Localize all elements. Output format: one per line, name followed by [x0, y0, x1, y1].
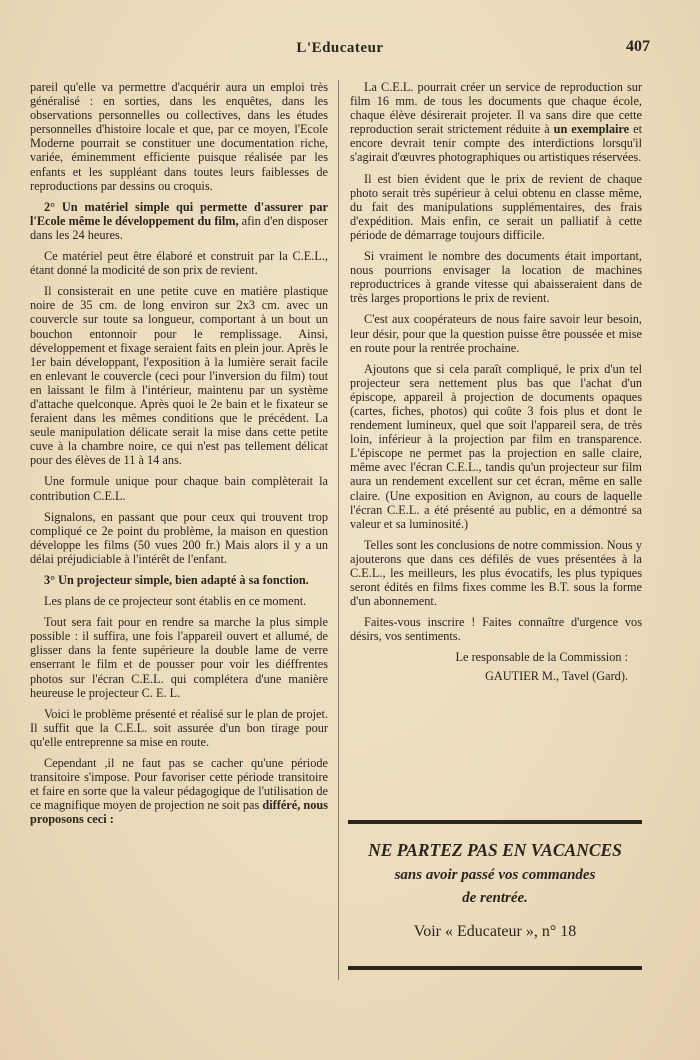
paragraph	[30, 284, 328, 467]
page-number: 407	[626, 38, 650, 55]
paragraph	[30, 249, 328, 277]
paragraph-text: Une formule unique pour chaque bain complèterait la contribution C.E.L.	[30, 474, 328, 503]
paragraph-text: La C.E.L. pourrait créer un service de reproduction sur film 16 mm. de tous les documents que chaque école, chaque élève désirerait projeter. Il va sans dire que cette reproduction serait strictement réduite à	[350, 80, 642, 137]
notice-reference: Voir « Educateur », n° 18	[413, 923, 577, 940]
paragraph	[30, 80, 328, 193]
paragraph-heading: 2° Un matériel simple qui permette d'assurer par l'Ecole même le développement du film,	[30, 199, 328, 228]
notice-headline: NE PARTEZ PAS EN VACANCES	[368, 840, 622, 860]
paragraph-text: Signalons, en passant que pour ceux qui trouvent trop compliqué ce 2e point du problème, la maison en question développe les films (50 vues 200 fr.) Mais alors il y a un délai préjudiciable à l'intérêt de l'enfant.	[30, 509, 328, 566]
paragraph	[30, 707, 328, 749]
paragraph-text: Il consisterait en une petite cuve en matière plastique noire de 35 cm. de long environ sur 2x3 cm. avec un couvercle sur toute sa longueur, comportant à un bout un bouchon entonnoir pour le remplissage. Ainsi, développement et fixage seraient faits en plein jour. Après le 1er bain développant, l'exposition à la lumière serait facile en enlevant le couvercle (ceci pour l'inversion du film) tout en laissant le film à l'intérieur, maintenu par un système d'attache quelconque. Après quoi le 2e bain et le fixateur se feraient dans les mêmes conditions que le précédent. La seule manipulation délicate serait la mise dans cette petite cuve à la chambre noire, ce qui n'est pas tellement délicat pour des élèves de 11 à 14 ans.	[30, 284, 328, 468]
paragraph	[30, 594, 328, 608]
paragraph-text: et encore devrait tenir compte des interdictions lorsqu'il s'agirait d'œuvres photographiques ou artistiques réservées.	[350, 122, 643, 165]
paragraph	[30, 573, 328, 587]
paragraph	[350, 249, 642, 305]
paragraph	[350, 538, 642, 608]
paragraph	[30, 510, 328, 566]
notice-line-2: sans avoir passé vos commandes	[394, 867, 596, 883]
notice-top-rule	[348, 820, 642, 824]
paragraph	[350, 615, 642, 643]
notice-line-3: de rentrée.	[462, 890, 528, 906]
emphasis-text: un exemplaire	[553, 122, 630, 137]
paragraph-heading: 3° Un projecteur simple, bien adapté à sa fonction.	[44, 573, 309, 587]
paragraph	[350, 362, 642, 531]
right-column	[350, 80, 642, 683]
paragraph	[30, 756, 328, 826]
paragraph	[30, 474, 328, 502]
paragraph-text: pareil qu'elle va permettre d'acquérir aura un emploi très généralisé : en sorties, dans les enquêtes, dans les observations personnelles ou collectives, dans les études personnelles d'histoire locale et que, par ce moyen, l'Ecole Moderne pourrait se constituer une documentation riche, variée, éminemment efficiente puisque réalisée par les enfants et les suppléant dans toutes leurs faiblesses de reproductions par dessins ou croquis.	[30, 80, 328, 193]
paragraph-text: Voici le problème présenté et réalisé sur le plan de projet. Il suffit que la C.E.L. soit assurée d'un bon tirage pour qu'elle entreprenne sa mise en route.	[30, 706, 328, 749]
paragraph-text: Si vraiment le nombre des documents était important, nous pourrions envisager la location de machines reproductrices à grande vitesse qui abaisseraient dans de très larges proportions le prix de revient.	[350, 249, 642, 306]
paragraph-text: C'est aux coopérateurs de nous faire savoir leur besoin, leur désir, pour que la question puisse être poussée et mise en route pour la rentrée prochaine.	[350, 312, 642, 355]
paragraph-text: Tout sera fait pour en rendre sa marche la plus simple possible : il suffira, une fois l'appareil ouvert et allumé, de glisser dans la fente supérieure la double lame de verre enserrant le film et de pousser pour voir les diéffrentes photos sur l'écran C.E.L. qui complétera d'une manière heureuse le projecteur C. E. L.	[30, 615, 328, 700]
paragraph-text: Les plans de ce projecteur sont établis en ce moment.	[44, 594, 307, 609]
notice-bottom-rule	[348, 966, 642, 970]
paragraph-text: Ajoutons que si cela paraît compliqué, le prix d'un tel projecteur sera nettement plus bas que l'achat d'un épiscope, appareil à projection de documents opaques (cartes, fiches, photos) qui coûte 3 fois plus et dont le rendement lumineux, quel que soit l'appareil sera, de très loin, inférieur à la projection par film en transparence. L'épiscope ne permet pas la projection en salle claire, même avec l'écran C.E.L., tandis qu'un projecteur sur film aura un rendement excellent sur cet écran, même en salle claire. (Une exposition en Avignon, au cours de laquelle l'écran C.E.L. a été présenté au public, en a démontré sa valeur et sa luminosité.)	[350, 361, 642, 531]
column-divider	[338, 80, 339, 980]
signature-line1: Le responsable de la Commission :	[455, 650, 628, 665]
notice-box	[348, 840, 642, 941]
paragraph	[350, 312, 642, 354]
left-column	[30, 80, 328, 834]
paragraph-text: Cependant ,il ne faut pas se cacher qu'une période transitoire s'impose. Pour favoriser cette période transitoire et faire en sorte que la valeur pédagogique de l'utilisation de ce magnifique moyen de projection ne soit pas	[30, 756, 328, 813]
paragraph	[30, 615, 328, 700]
journal-title: L'Educateur	[296, 40, 384, 56]
paragraph-text: Telles sont les conclusions de notre commission. Nous y ajouterons que dans ces défilés de vues présentées à la C.E.L., les meilleurs, les plus évocatifs, les plus typiques seront édités en films fixes comme les B.T. sous la forme d'un abonnement.	[350, 537, 642, 609]
paragraph	[30, 200, 328, 242]
signature-line2: GAUTIER M., Tavel (Gard).	[484, 668, 628, 683]
paragraph-text: afin d'en disposer dans les 24 heures.	[30, 213, 328, 242]
paragraph-text: Il est bien évident que le prix de revient de chaque photo serait très supérieur à celui obtenu en classe même, du fait des manipulations supplémentaires, des frais d'expédition. Mais enfin, ce serait un palliatif à cette période de démarrage toujours difficile.	[350, 171, 642, 242]
paragraph-text: Faites-vous inscrire ! Faites connaître d'urgence vos désirs, vos sentiments.	[350, 615, 642, 644]
emphasis-text: différé, nous proposons ceci :	[30, 798, 328, 827]
paragraph	[350, 172, 642, 242]
paragraph-text: Ce matériel peut être élaboré et construit par la C.E.L., étant donné la modicité de son prix de revient.	[30, 249, 328, 278]
paragraph	[350, 80, 642, 165]
